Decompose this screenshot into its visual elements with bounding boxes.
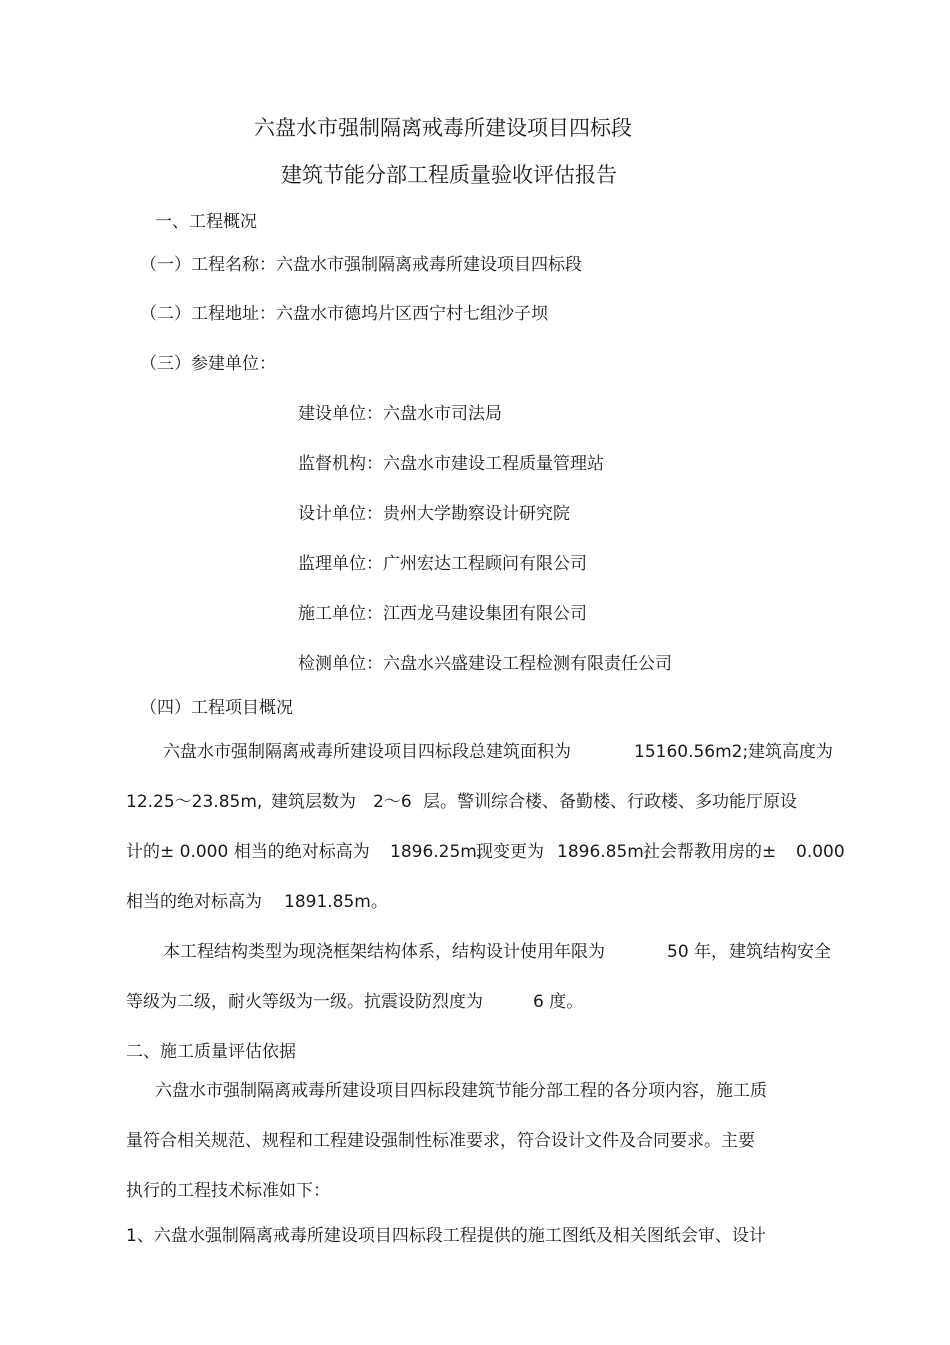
overview-p1-l3-c: 现变更为 xyxy=(476,842,544,862)
report-title-line-2: 建筑节能分部工程质量验收评估报告 xyxy=(281,163,617,187)
overview-p1-l3-f: 0.000 xyxy=(796,842,845,862)
basis-paragraph-line-3: 执行的工程技术标准如下： xyxy=(126,1181,330,1201)
overview-p2-l1-b: 50 年， xyxy=(667,942,729,962)
overview-p2-l2-b: 6 度。 xyxy=(533,992,584,1012)
overview-p1-l3-e: 社会帮教用房的± xyxy=(643,842,777,862)
participant-testing-unit: 检测单位：六盘水兴盛建设工程检测有限责任公司 xyxy=(298,654,672,674)
participants-heading: （三）参建单位： xyxy=(140,354,276,374)
report-title-line-1: 六盘水市强制隔离戒毒所建设项目四标段 xyxy=(254,116,632,140)
overview-p1-l3-d: 1896.85m, xyxy=(557,842,650,862)
section-heading-overview: 一、工程概况 xyxy=(155,212,257,232)
participant-supervision-agency: 监督机构：六盘水市建设工程质量管理站 xyxy=(298,454,604,474)
project-address-line: （二）工程地址：六盘水市德坞片区西宁村七组沙子坝 xyxy=(140,304,548,324)
overview-p1-l2-a: 12.25～23.85m, xyxy=(126,792,263,812)
overview-p1-l4-a: 相当的绝对标高为 xyxy=(126,892,262,912)
overview-p1-l2-d: 层。警训综合楼、备勤楼、行政楼、多功能厅原设 xyxy=(423,792,797,812)
basis-paragraph-line-1: 六盘水市强制隔离戒毒所建设项目四标段建筑节能分部工程的各分项内容，施工质 xyxy=(155,1081,767,1101)
overview-p1-l1-a: 六盘水市强制隔离戒毒所建设项目四标段总建筑面积为 xyxy=(163,742,571,762)
basis-paragraph-line-2: 量符合相关规范、规程和工程建设强制性标准要求，符合设计文件及合同要求。主要 xyxy=(126,1131,755,1151)
overview-p2-l1-c: 建筑结构安全 xyxy=(729,942,831,962)
overview-p2-l1-a: 本工程结构类型为现浇框架结构体系，结构设计使用年限为 xyxy=(163,942,605,962)
overview-p1-l3-a: 计的± 0.000 相当的绝对标高为 xyxy=(126,842,370,862)
participant-contractor-unit: 施工单位：江西龙马建设集团有限公司 xyxy=(298,604,587,624)
basis-item-1: 1、六盘水强制隔离戒毒所建设项目四标段工程提供的施工图纸及相关图纸会审、设计 xyxy=(126,1226,766,1246)
section-heading-basis: 二、施工质量评估依据 xyxy=(126,1042,296,1062)
overview-p1-l2-b: 建筑层数为 xyxy=(271,792,356,812)
overview-p1-l2-c: 2～6 xyxy=(373,792,412,812)
overview-p1-l4-b: 1891.85m。 xyxy=(284,892,388,912)
overview-p1-l1-b: 15160.56m2; xyxy=(634,742,749,762)
participant-design-unit: 设计单位：贵州大学勘察设计研究院 xyxy=(298,504,570,524)
participant-construction-unit: 建设单位：六盘水市司法局 xyxy=(298,404,502,424)
overview-p2-l2-a: 等级为二级，耐火等级为一级。抗震设防烈度为 xyxy=(126,992,483,1012)
overview-heading: （四）工程项目概况 xyxy=(140,698,293,718)
overview-p1-l3-b: 1896.25m, xyxy=(390,842,483,862)
participant-supervisor-unit: 监理单位：广州宏达工程顾问有限公司 xyxy=(298,554,587,574)
project-name-line: （一）工程名称：六盘水市强制隔离戒毒所建设项目四标段 xyxy=(140,255,582,275)
overview-p1-l1-c: 建筑高度为 xyxy=(748,742,833,762)
